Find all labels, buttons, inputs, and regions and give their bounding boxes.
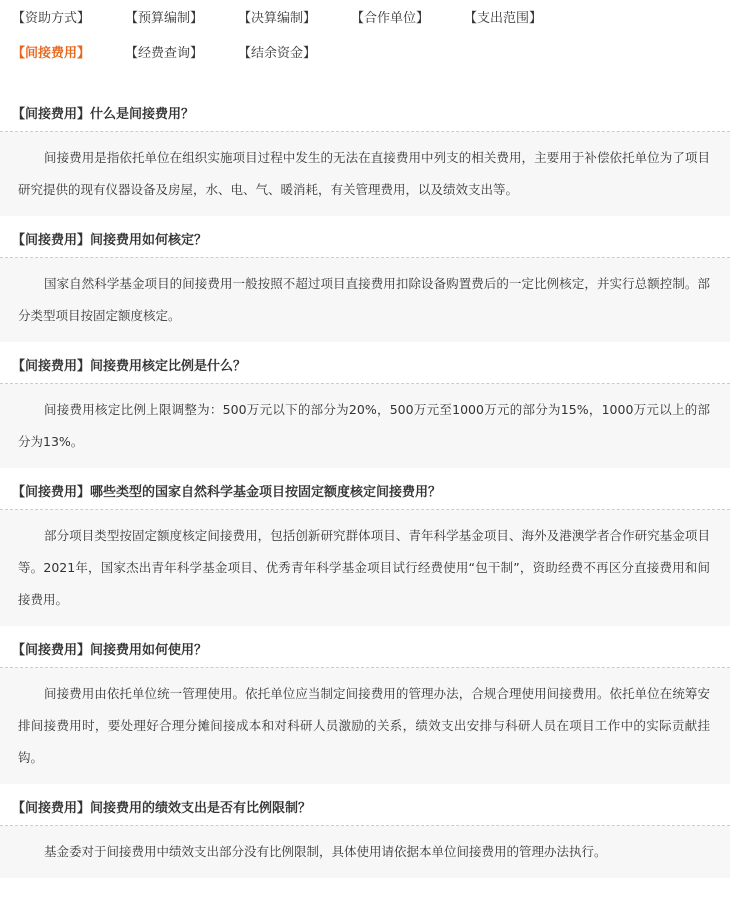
faq-answer: 间接费用由依托单位统一管理使用。依托单位应当制定间接费用的管理办法，合规合理使用间接费用。依托单位在统筹安排间接费用时，要处理好合理分摊间接成本和对科研人员激励的关系，绩效支出安排与科研人员在项目工作中的实际贡献挂钩。 (18, 686, 710, 765)
faq-answer-panel (0, 668, 730, 784)
nav-indirect-costs[interactable]: 【间接费用】 (12, 46, 91, 61)
nav-remaining-funds[interactable]: 【结余资金】 (238, 46, 317, 61)
faq-question: 【间接费用】间接费用的绩效支出是否有比例限制？ (12, 801, 312, 816)
faq-answer: 部分项目类型按固定额度核定间接费用，包括创新研究群体项目、青年科学基金项目、海外及港澳学者合作研究基金项目等。2021年，国家杰出青年科学基金项目、优秀青年科学基金项目试行经费使用“包干制”，资助经费不再区分直接费用和间接费用。 (18, 528, 710, 607)
faq-answer: 间接费用是指依托单位在组织实施项目过程中发生的无法在直接费用中列支的相关费用，主要用于补偿依托单位为了项目研究提供的现有仪器设备及房屋，水、电、气、暖消耗，有关管理费用，以及绩效支出等。 (18, 150, 710, 197)
faq-answer: 国家自然科学基金项目的间接费用一般按照不超过项目直接费用扣除设备购置费后的一定比例核定，并实行总额控制。部分类型项目按固定额度核定。 (18, 276, 710, 323)
nav-budget-preparation[interactable]: 【预算编制】 (125, 11, 204, 26)
faq-answer: 基金委对于间接费用中绩效支出部分没有比例限制，具体使用请依据本单位间接费用的管理办法执行。 (44, 844, 607, 859)
faq-question: 【间接费用】哪些类型的国家自然科学基金项目按固定额度核定间接费用？ (12, 485, 442, 500)
faq-answer-panel (0, 258, 730, 342)
nav-expenditure-scope[interactable]: 【支出范围】 (464, 11, 543, 26)
nav-funding-method[interactable]: 【资助方式】 (12, 11, 91, 26)
faq-answer-panel (0, 132, 730, 216)
faq-question: 【间接费用】间接费用如何使用？ (12, 643, 208, 658)
nav-funding-query[interactable]: 【经费查询】 (125, 46, 204, 61)
faq-answer-panel (0, 826, 730, 878)
faq-answer-panel (0, 384, 730, 468)
category-nav (0, 0, 744, 88)
faq-question: 【间接费用】间接费用如何核定？ (12, 233, 208, 248)
nav-partner-units[interactable]: 【合作单位】 (351, 11, 430, 26)
nav-final-accounts[interactable]: 【决算编制】 (238, 11, 317, 26)
faq-question: 【间接费用】什么是间接费用？ (12, 107, 195, 122)
faq-answer-panel (0, 510, 730, 626)
faq-answer: 间接费用核定比例上限调整为：500万元以下的部分为20%，500万元至1000万元的部分为15%，1000万元以上的部分为13%。 (18, 402, 710, 449)
faq-question: 【间接费用】间接费用核定比例是什么？ (12, 359, 247, 374)
